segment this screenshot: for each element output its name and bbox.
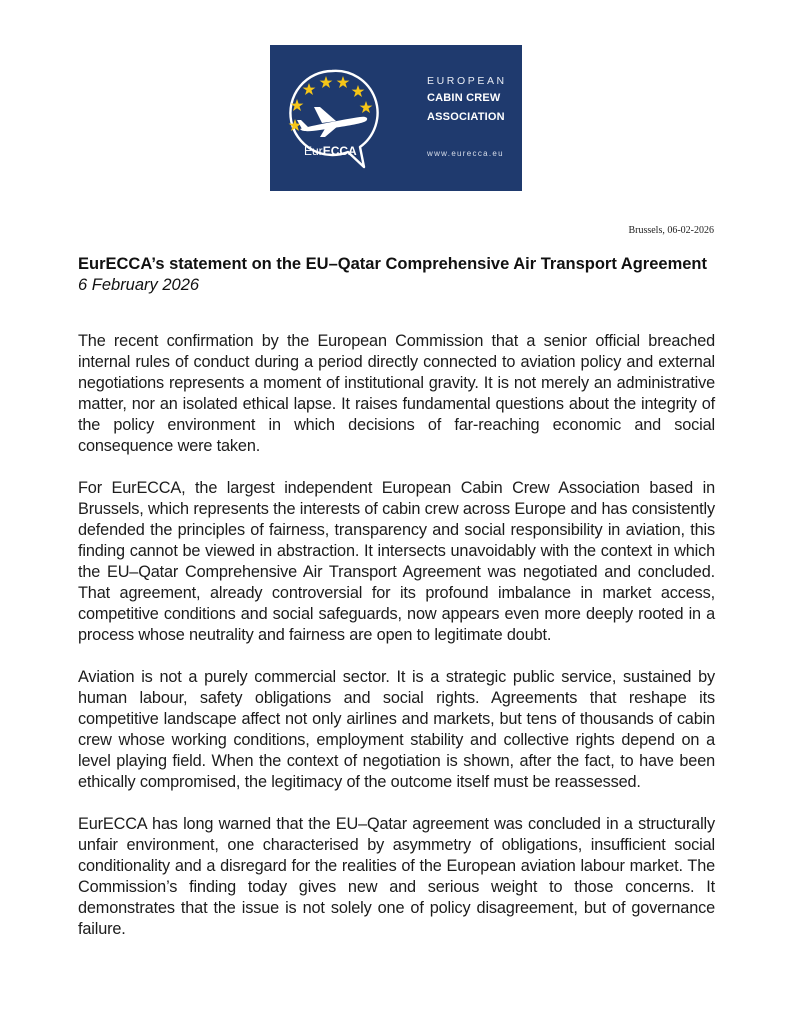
- star-icon: [360, 101, 373, 113]
- org-name-line3: ASSOCIATION: [427, 111, 505, 123]
- star-icon: [352, 85, 365, 97]
- statement-date: 6 February 2026: [78, 276, 200, 294]
- statement-body: [78, 331, 715, 961]
- eurecca-logo: [270, 45, 522, 191]
- star-icon: [337, 76, 350, 88]
- svg-text:EurECCA: EurECCA: [304, 144, 357, 158]
- paragraph: EurECCA has long warned that the EU–Qatar agreement was concluded in a structurally unfair environment, one characterised by asymmetry of obligations, insufficient social conditionality and a disregard for the realities of the European aviation labour market. The Commission’s finding today gives new and serious weight to those concerns. It demonstrates that the issue is not solely one of policy disagreement, but of governance failure.: [78, 815, 715, 938]
- airplane-icon: [297, 107, 367, 137]
- org-name-line2: CABIN CREW: [427, 92, 501, 104]
- org-name-line1: EUROPEAN: [427, 75, 507, 87]
- speech-bubble-airplane-emblem-icon: [280, 63, 385, 173]
- statement-header: [78, 254, 718, 296]
- star-icon: [303, 83, 316, 95]
- star-icon: [320, 76, 333, 88]
- organization-name: [427, 73, 507, 127]
- paragraph: For EurECCA, the largest independent European Cabin Crew Association based in Brussels, which represents the interests of cabin crew across Europe and has consistently defended the principles of fairness, transparency and social responsibility in aviation, this finding cannot be viewed in abstraction. It intersects unavoidably with the context in which the EU–Qatar Comprehensive Air Transport Agreement was negotiated and concluded. That agreement, already controversial for its profound imbalance in market access, competitive conditions and social safeguards, now appears even more deeply rooted in a process whose neutrality and fairness are open to legitimate doubt.: [78, 479, 715, 644]
- dateline: Brussels, 06-02-2026: [628, 225, 714, 236]
- statement-title: EurECCA’s statement on the EU–Qatar Comprehensive Air Transport Agreement: [78, 255, 707, 273]
- paragraph: Aviation is not a purely commercial sector. It is a strategic public service, sustained by human labour, safety obligations and social rights. Agreements that reshape its competitive landscape affect not only airlines and markets, but tens of thousands of cabin crew whose working conditions, employment stability and collective rights depend on a level playing field. When the context of negotiation is shown, after the fact, to have been ethically compromised, the legitimacy of the outcome itself must be reassessed.: [78, 668, 715, 791]
- org-website: www.eurecca.eu: [427, 149, 504, 158]
- paragraph: The recent confirmation by the European Commission that a senior official breached internal rules of conduct during a period directly connected to aviation policy and external negotiations represents a moment of institutional gravity. It is not merely an administrative matter, nor an isolated ethical lapse. It raises fundamental questions about the integrity of the policy environment in which decisions of far-reaching economic and social consequence were taken.: [78, 332, 715, 455]
